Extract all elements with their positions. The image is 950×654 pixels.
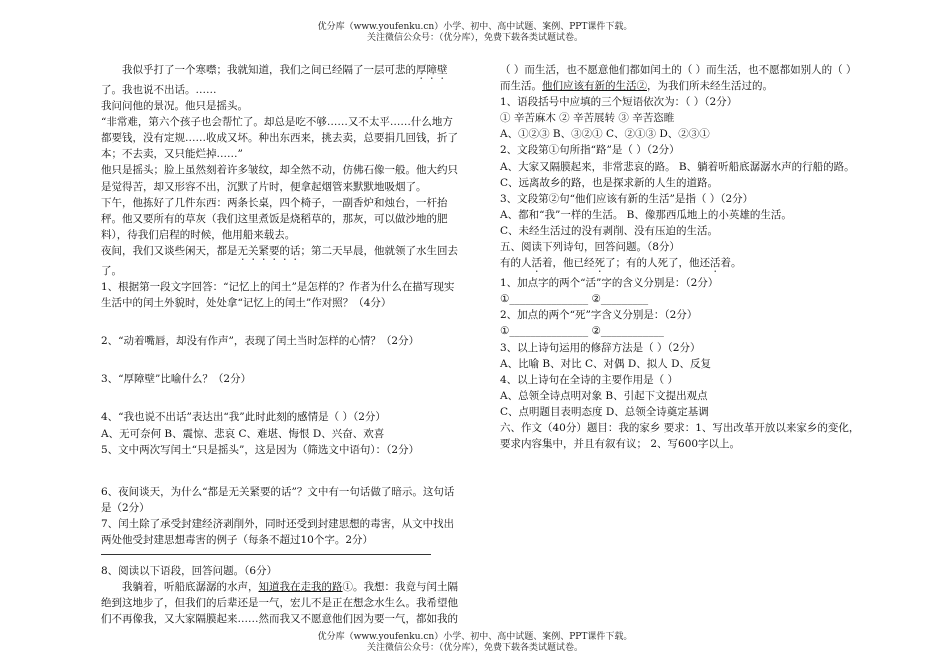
- text: 了。我也说不出话。……: [101, 84, 217, 96]
- dotted-char: 活: [710, 257, 721, 270]
- poem-question-1: 1、加点字的两个“活”字的含义分别是：（2分）: [500, 277, 719, 290]
- passage-paragraph-2: 我问问他的景况。他只是摇头。: [101, 100, 248, 113]
- text: （ ）而生活，也不愿意他们都如闰土的（ ）而生活，也不愿都如别人的（ ）而生活。: [500, 64, 857, 93]
- passage-paragraph-5: 下午，他拣好了几件东西：两条长桌，四个椅子，一副香炉和烛台，一杆抬秤。他又要所有的草灰（我们这里煮饭是烧稻草的，那灰，可以做沙地的肥料），待我们启程的时候，他用船来载去。: [101, 196, 448, 241]
- question-6: 6、夜间谈天，为什么“都是无关紧要的话”？文中有一句话做了暗示。这句话是（2分）: [101, 485, 455, 514]
- text: 有的人: [500, 257, 532, 270]
- poem-lines: [500, 255, 865, 275]
- answer-line: [101, 554, 431, 555]
- text: 我躺着，听船底潺潺的水声，: [122, 581, 259, 594]
- right-question-2-option-ab: A、大家又隔膜起来，非常悲哀的路。 B、躺着听船底潺潺水声的行船的路。: [500, 160, 855, 173]
- header-line-1: 优分库（www.youfenku.cn）小学、初中、高中试题、案例、PPT课件下载。: [317, 22, 633, 32]
- underlined-sentence: 知道我在走我的路: [258, 581, 343, 594]
- right-question-2: 2、文段第①句所指“路”是（ ）（2分）: [500, 144, 680, 157]
- text: 我似乎打了一个寒噤；我就知道，我们之间已经隔了一层可悲的: [122, 64, 416, 76]
- question-8: 8、阅读以下语段，回答问题。（6分）: [101, 565, 278, 578]
- poem-question-2-blanks: ①_______________ ②____________: [500, 325, 664, 338]
- right-question-2-option-c: C、远离故乡的路，也是探求新的人生的道路。: [500, 176, 719, 189]
- poem-question-2: 2、加点的两个“死”字含义分别是：（2分）: [500, 309, 698, 322]
- poem-question-4: 4、以上诗句在全诗的主要作用是（ ）: [500, 373, 679, 386]
- left-column: [101, 62, 463, 627]
- footer-line-1: 优分库（www.youfenku.cn）小学、初中、高中试题、案例、PPT课件下载。: [317, 632, 633, 642]
- text: ，为我们所未经生活过的。: [647, 80, 773, 93]
- poem-question-4-option-ab: A、总领全诗点明对象 B、引起下文提出观点: [500, 389, 708, 402]
- section-five-title: 五、阅读下列诗句，回答问题。（8分）: [500, 241, 680, 254]
- text: ；第二天早晨，他就领了水生回去了。: [101, 244, 458, 277]
- dotted-char: 活: [531, 257, 542, 270]
- passage-paragraph-3: “非常难，第六个孩子也会帮忙了。却总是吃不够……又不太平……什么地方都要钱，没有定规……收成又坏。种出东西来，挑去卖，总要捐几回钱，折了本；不去卖，又只能烂掉……”: [101, 116, 458, 161]
- footer-line-2: 关注微信公众号：（优分库），免费下载各类试题试卷。: [366, 643, 583, 653]
- question-4: 4、“我也说不出话”表达出“我”此时此刻的感情是（ ）（2分）: [101, 411, 386, 424]
- right-question-3: 3、文段第②句“他们应该有新的生活”是指（ ）（2分）: [500, 192, 754, 205]
- text: 夜间，我们又谈些闲天，都是: [101, 244, 238, 257]
- right-question-1-choices: A、①②③ B、③②① C、②①③ D、②③①: [500, 128, 710, 141]
- text: 了；有的人死了，他还: [605, 257, 710, 270]
- passage-paragraph-1: [101, 62, 463, 98]
- text: 着。: [720, 257, 742, 270]
- poem-question-4-option-cd: C、点明题目表明态度 D、总领全诗奠定基调: [500, 405, 709, 418]
- question-4-options: A、无可奈何 B、震惊、悲哀 C、难堪、悔恨 D、兴奋、欢喜: [101, 427, 385, 440]
- header-line-2: 关注微信公众号：（优分库），免费下载各类试题试卷。: [366, 33, 583, 43]
- right-question-3-option-c: C、未经生活过的没有剥削、没有压迫的生活。: [500, 224, 719, 237]
- question-1: 1、根据第一段文字回答：“记忆上的闰土”是怎样的？作者为什么在描写现实生活中的闰土外貌时，处处拿“记忆上的闰土”作对照？（4分）: [101, 281, 455, 310]
- passage-continued: [500, 62, 865, 94]
- right-question-3-option-ab: A、都和“我”一样的生活。 B、像那西瓜地上的小英雄的生活。: [500, 208, 792, 221]
- dotted-term: 厚障壁: [416, 64, 448, 76]
- page-header: [0, 22, 950, 44]
- right-question-1: 1、语段括号中应填的三个短语依次为：（ ）（2分）: [500, 96, 738, 109]
- dotted-char: 死: [594, 257, 605, 270]
- poem-question-3: 3、以上诗句运用的修辞方法是（ ）（2分）: [500, 341, 701, 354]
- question-2: 2、“动着嘴唇，却没有作声”，表现了闰土当时怎样的心情？（2分）: [101, 335, 420, 348]
- underlined-sentence: 他们应该有新的生活②: [542, 80, 647, 93]
- question-8-passage: [101, 579, 463, 627]
- question-3: 3、“厚障壁”比喻什么？（2分）: [101, 373, 252, 386]
- question-7: 7、闰土除了承受封建经济剥削外，同时还受到封建思想的毒害，从文中找出两处他受封建思想毒害的例子（每条不超过10个字。2分）: [101, 517, 455, 546]
- passage-paragraph-6: [101, 243, 463, 279]
- question-5: 5、文中两次写闰土“只是摇头”，这是因为（筛选文中语句）：（2分）: [101, 443, 420, 456]
- passage-paragraph-4: 他只是摇头；脸上虽然刻着许多皱纹，却全然不动，仿佛石像一般。他大约只是觉得苦，却又形容不出，沉默了片时，便拿起烟管来默默地吸烟了。: [101, 164, 458, 193]
- poem-question-3-options: A、比喻 B、对比 C、对偶 D、拟人 D、反复: [500, 357, 712, 370]
- section-six-essay: 六、作文（40分）题目：我的家乡 要求：1、写出改革开放以来家乡的变化，要求内容集中，并且有叙有议； 2、写600字以上。: [500, 421, 860, 451]
- poem-question-1-blanks: ①_______________ ②_________: [500, 293, 649, 306]
- right-column: [500, 62, 865, 452]
- text: 着，他已经: [542, 257, 595, 270]
- text: ①。我想：我竟与闰土隔绝到这地步了，但我们的后辈还是一气，宏儿不是正在想念水生么。我希望他们不再像我，又大家隔膜起来……然而我又不愿意他们因为要一气，都如我的: [101, 581, 458, 626]
- right-question-1-phrases: ① 辛苦麻木 ② 辛苦展转 ③ 辛苦恣睢: [500, 112, 675, 125]
- dotted-term: 无关紧要的话: [237, 244, 301, 257]
